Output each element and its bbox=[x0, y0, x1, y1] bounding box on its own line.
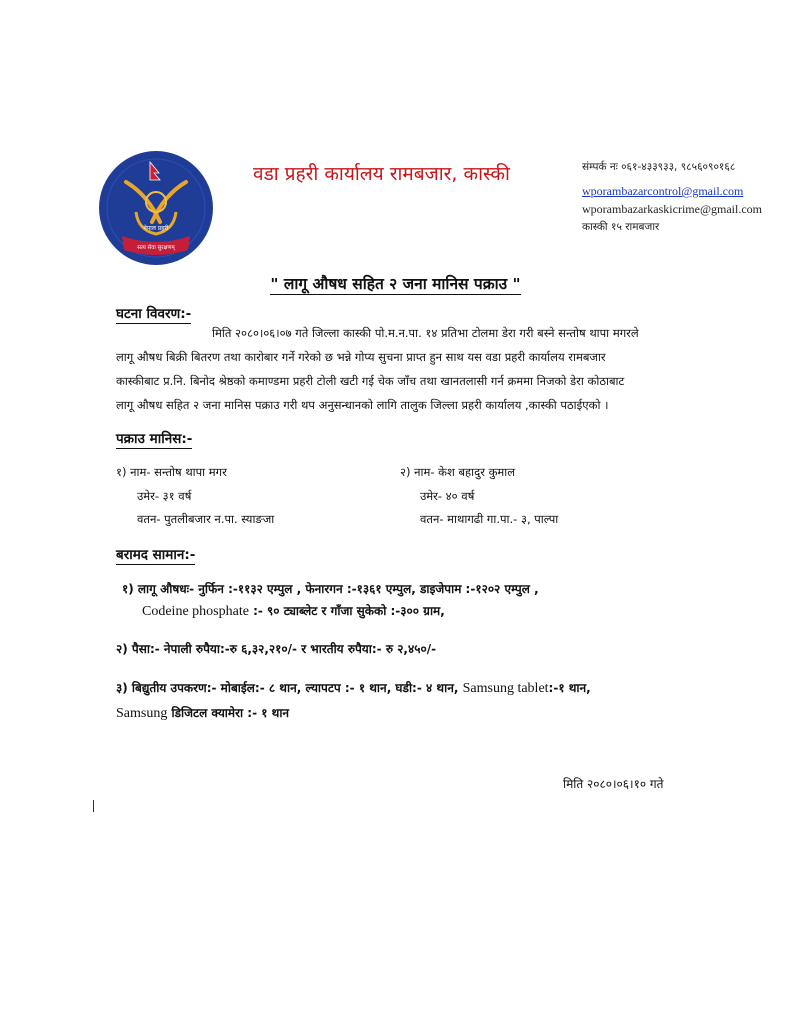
seized-item-1-line-2 bbox=[142, 602, 445, 620]
text-cursor bbox=[93, 800, 94, 812]
person-2-address: वतन- माथागढी गा.पा.- ३, पाल्पा bbox=[420, 512, 559, 526]
item-3-end: :-१ थान, bbox=[548, 681, 591, 695]
person-2-name: २) नाम- केश बहादुर कुमाल bbox=[400, 465, 516, 479]
nepal-police-logo-icon bbox=[98, 150, 214, 266]
samsung-tablet-label: Samsung tablet bbox=[462, 681, 549, 696]
item-3-line2-rest: डिजिटल क्यामेरा :- १ थान bbox=[167, 706, 290, 720]
office-title: वडा प्रहरी कार्यालय रामबजार, कास्की bbox=[253, 163, 510, 185]
incident-line-2: लागू औषध बिक्री बितरण तथा कारोबार गर्ने गरेको छ भन्ने गोप्य सुचना प्राप्त हुन साथ यस वडा प्रहरी कार्यालय रामबजार bbox=[116, 350, 606, 364]
codeine-label: Codeine phosphate bbox=[142, 604, 249, 619]
seized-item-3-line-2 bbox=[116, 704, 289, 722]
report-date: मिति २०८०।०६।१० गते bbox=[563, 777, 664, 791]
contact-address: कास्की १५ रामबजार bbox=[582, 221, 660, 233]
logo-text-top: नेपाल प्रहरी bbox=[143, 225, 169, 232]
incident-line-4: लागू औषध सहित २ जना मानिस पक्राउ गरी थप अनुसन्धानको लागि तालुक जिल्ला प्रहरी कार्यालय ,कास्की पठाईएको । bbox=[116, 398, 609, 412]
logo-text-bottom: सत्य सेवा सुरक्षणम् bbox=[137, 245, 175, 251]
incident-line-3: कास्कीबाट प्र.नि. बिनोद श्रेष्ठको कमाण्डमा प्रहरी टोली खटी गई चेक जाँच तथा खानतलासी गर्न क्रममा निजको डेरा कोठाबाट bbox=[116, 374, 625, 388]
contact-phone: संम्पर्क नः ०६१-४३३९३३, ९८५६०९०१६८ bbox=[582, 161, 736, 173]
seized-item-3-line-1 bbox=[116, 679, 591, 697]
seized-heading: बरामद सामान:- bbox=[116, 547, 196, 563]
contact-email-link[interactable]: wporambazarcontrol@gmail.com bbox=[582, 184, 744, 198]
samsung-label: Samsung bbox=[116, 706, 168, 721]
contact-email-secondary: wporambazarkaskicrime@gmail.com bbox=[582, 202, 762, 216]
incident-line-1: मिति २०८०।०६।०७ गते जिल्ला कास्की पो.म.न.पा. १४ प्रतिभा टोलमा डेरा गरी बस्ने सन्तोष थापा मगरले bbox=[212, 326, 639, 340]
seized-item-1-line-1: १) लागू औषधः- नुर्फिन :-११३२ एम्पुल , फेनारगन :-१३६१ एम्पुल, डाइजेपाम :-१२०२ एम्पुल , bbox=[122, 582, 539, 596]
incident-heading: घटना विवरण:- bbox=[116, 306, 192, 322]
item-1-rest: :- ९० ट्याब्लेट र गाँजा सुकेको :-३०० ग्राम, bbox=[248, 604, 445, 618]
headline bbox=[0, 272, 791, 294]
headline-text: " लागू औषध सहित २ जना मानिस पक्राउ " bbox=[270, 275, 521, 293]
person-2-age: उमेर- ४० वर्ष bbox=[420, 489, 475, 503]
person-1-address: वतन- पुतलीबजार न.पा. स्याङजा bbox=[137, 512, 275, 526]
item-3-dev: ३) बिद्युतीय उपकरण:- मोबाईल:- ८ थान, ल्यापटप :- १ थान, घडी:- ४ थान, bbox=[116, 681, 463, 695]
person-1-name: १) नाम- सन्तोष थापा मगर bbox=[116, 465, 227, 479]
person-1-age: उमेर- ३१ वर्ष bbox=[137, 489, 192, 503]
seized-item-2: २) पैसा:- नेपाली रुपैया:-रु ६,३२,२१०/- र भारतीय रुपैया:- रु २,४५०/- bbox=[116, 642, 437, 656]
arrested-heading: पक्राउ मानिस:- bbox=[116, 431, 193, 447]
